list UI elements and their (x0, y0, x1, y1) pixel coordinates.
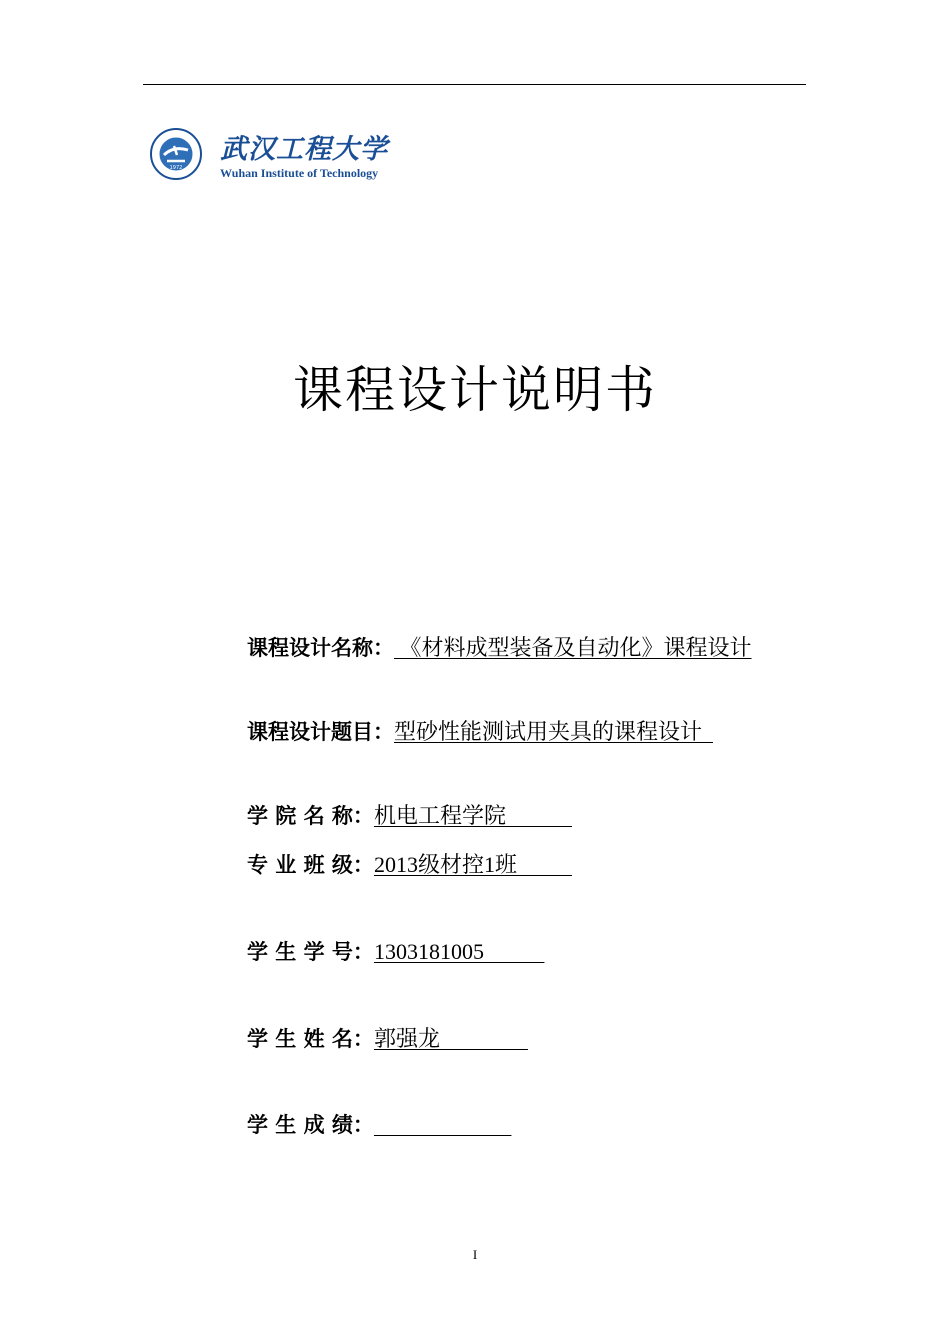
field-label: 专 业 班 级： (247, 853, 374, 877)
field-college (247, 802, 572, 831)
university-name-cn: 武汉工程大学 (220, 134, 388, 165)
field-student-id (247, 938, 544, 967)
page-number: I (472, 1247, 478, 1262)
field-value: 机电工程学院 (373, 803, 572, 828)
university-name-en: Wuhan Institute of Technology (220, 166, 379, 180)
field-value: 郭强龙 (373, 1026, 528, 1051)
field-label: 学 院 名 称： (247, 804, 374, 828)
field-value: 型砂性能测试用夹具的课程设计 (394, 719, 714, 744)
document-title: 课程设计说明书 (293, 361, 657, 419)
field-course-topic (247, 718, 713, 747)
field-value: 《材料成型装备及自动化》课程设计 (394, 635, 752, 660)
field-label: 学 生 成 绩： (247, 1113, 374, 1137)
header-rule (143, 84, 806, 85)
field-value: 2013级材控1班 (373, 852, 572, 877)
university-seal-icon (150, 128, 202, 180)
field-label: 学 生 姓 名： (247, 1027, 374, 1051)
field-course-name (247, 634, 752, 663)
field-label: 课程设计名称： (247, 636, 394, 660)
field-label: 学 生 学 号： (247, 940, 374, 964)
field-student-name (247, 1025, 528, 1054)
field-value (374, 1112, 512, 1137)
field-label: 课程设计题目： (247, 720, 394, 744)
university-logo (150, 126, 390, 184)
field-value: 1303181005 (373, 939, 545, 964)
field-class (247, 851, 572, 880)
seal-year: 1972 (169, 165, 183, 171)
field-student-grade (247, 1111, 511, 1140)
